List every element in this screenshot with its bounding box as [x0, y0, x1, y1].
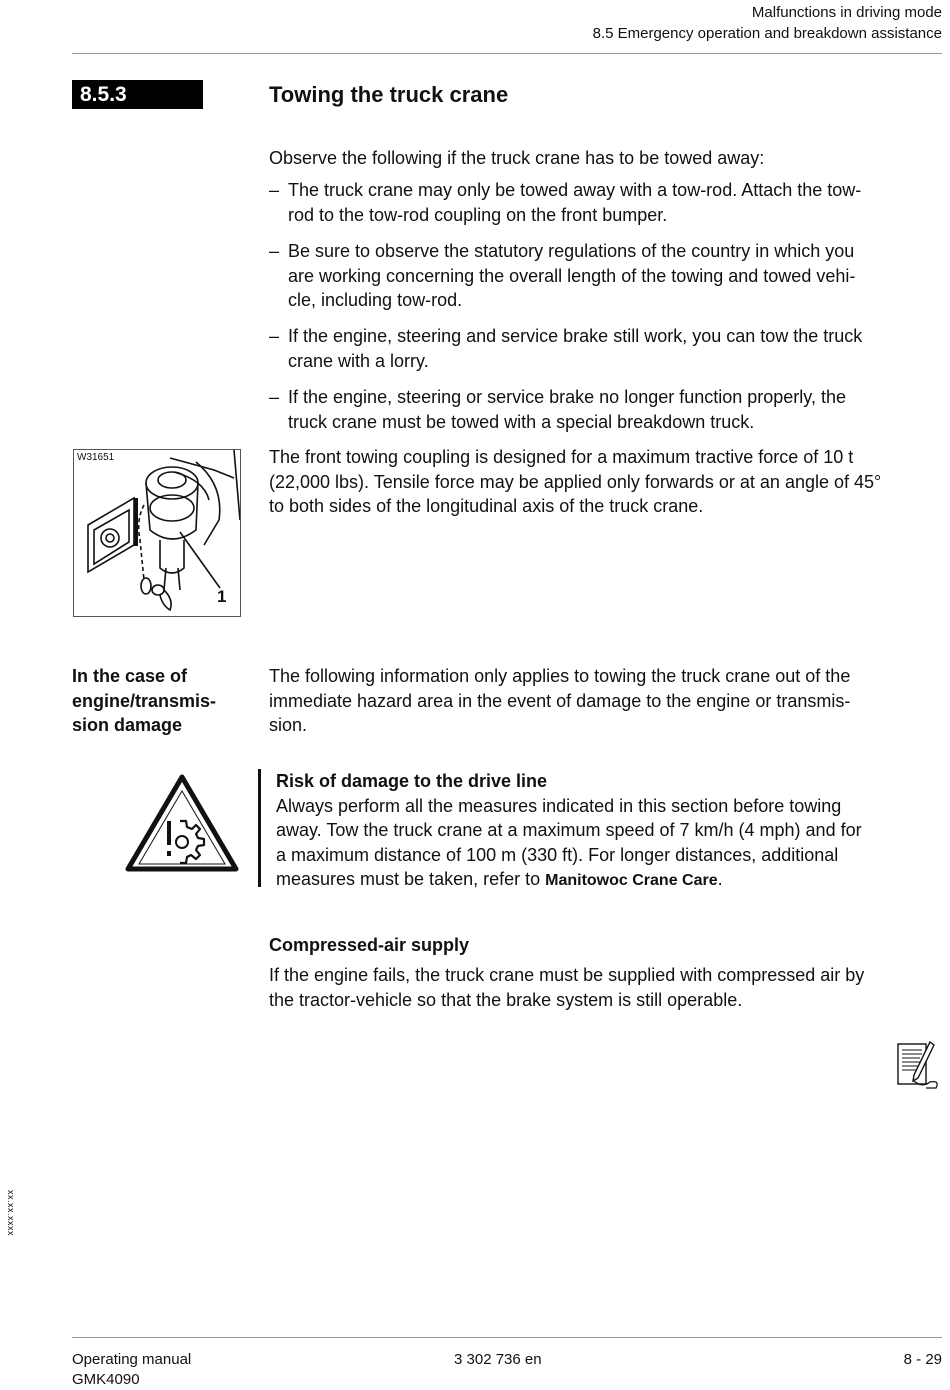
footer-doc-type: Operating manual [72, 1351, 192, 1368]
bullet-dash: – [269, 241, 280, 261]
bullet-item [269, 324, 941, 373]
warning-box [258, 769, 942, 887]
header-section: 8.5 Emergency operation and breakdown assistance [592, 25, 942, 42]
figure-code: W31651 [77, 452, 115, 463]
bullet-line: are working concerning the overall length of the towing and towed vehi- [288, 265, 856, 286]
coupling-paragraph [269, 445, 941, 519]
warning-triangle-gear-icon [124, 773, 240, 873]
compressed-air-heading: Compressed-air supply [269, 935, 470, 955]
bullet-line: cle, including tow-rod. [288, 290, 463, 310]
bullet-line: rod to the tow-rod coupling on the front bumper. [288, 204, 668, 225]
warning-line [276, 867, 942, 894]
bullet-line: The truck crane may only be towed away with a tow-rod. Attach the tow- [288, 180, 862, 200]
bullet-item [269, 385, 941, 434]
bullet-dash: – [269, 387, 280, 407]
damage-line: immediate hazard area in the event of damage to the engine or transmis- [269, 690, 851, 711]
damage-line: sion. [269, 715, 308, 735]
side-heading-line: In the case of [72, 666, 188, 686]
tow-coupling-illustration-icon [74, 450, 240, 616]
side-heading-line: sion damage [72, 715, 183, 735]
bullet-item [269, 178, 941, 227]
coupling-line: The front towing coupling is designed for a maximum tractive force of 10 t [269, 447, 854, 467]
bullet-item [269, 239, 941, 313]
footer-rule [72, 1337, 942, 1338]
tow-coupling-figure [73, 449, 241, 617]
warning-title: Risk of damage to the drive line [276, 771, 548, 791]
bullet-line: If the engine, steering or service brake no longer function properly, the [288, 387, 846, 407]
warning-line-text: measures must be taken, refer to [276, 869, 546, 889]
section-title: Towing the truck crane [269, 82, 509, 107]
section-number: 8.5.3 [72, 80, 203, 109]
compressed-air-line: If the engine fails, the truck crane must be supplied with compressed air by [269, 965, 865, 985]
bullet-dash: – [269, 180, 280, 200]
compressed-air-line: the tractor-vehicle so that the brake system is still operable. [269, 989, 743, 1010]
manitowoc-reference: Manitowoc Crane Care [545, 872, 718, 889]
footer-model: GMK4090 [72, 1371, 140, 1388]
side-heading [72, 664, 252, 738]
coupling-line: to both sides of the longitudinal axis of the truck crane. [269, 496, 704, 516]
bullet-line: If the engine, steering and service brake still work, you can tow the truck [288, 326, 863, 346]
compressed-air-paragraph [269, 963, 941, 1012]
warning-line: a maximum distance of 100 m (330 ft). For longer distances, additional [276, 844, 839, 865]
damage-line: The following information only applies to towing the truck crane out of the [269, 666, 851, 686]
side-code: xx.xx.xxxx [6, 1190, 16, 1237]
header-chapter: Malfunctions in driving mode [751, 4, 942, 21]
bullet-line: crane with a lorry. [288, 350, 429, 371]
warning-line: Always perform all the measures indicated in this section before towing [276, 795, 842, 816]
bullet-line: truck crane must be towed with a special breakdown truck. [288, 411, 755, 432]
header-rule [72, 53, 942, 54]
warning-line-end: . [717, 869, 723, 889]
intro-text: Observe the following if the truck crane has to be towed away: [269, 148, 765, 168]
bullet-line: Be sure to observe the statutory regulations of the country in which you [288, 241, 855, 261]
bullet-dash: – [269, 326, 280, 346]
damage-paragraph [269, 664, 941, 738]
coupling-line: (22,000 lbs). Tensile force may be applied only forwards or at an angle of 45° [269, 471, 882, 492]
figure-callout: 1 [217, 587, 227, 606]
footer-page-number: 8 - 29 [903, 1351, 942, 1368]
document-with-pen-icon [896, 1040, 942, 1090]
footer-doc-number: 3 302 736 en [454, 1351, 542, 1368]
warning-line: away. Tow the truck crane at a maximum speed of 7 km/h (4 mph) and for [276, 820, 862, 840]
side-heading-line: engine/transmis- [72, 690, 217, 711]
